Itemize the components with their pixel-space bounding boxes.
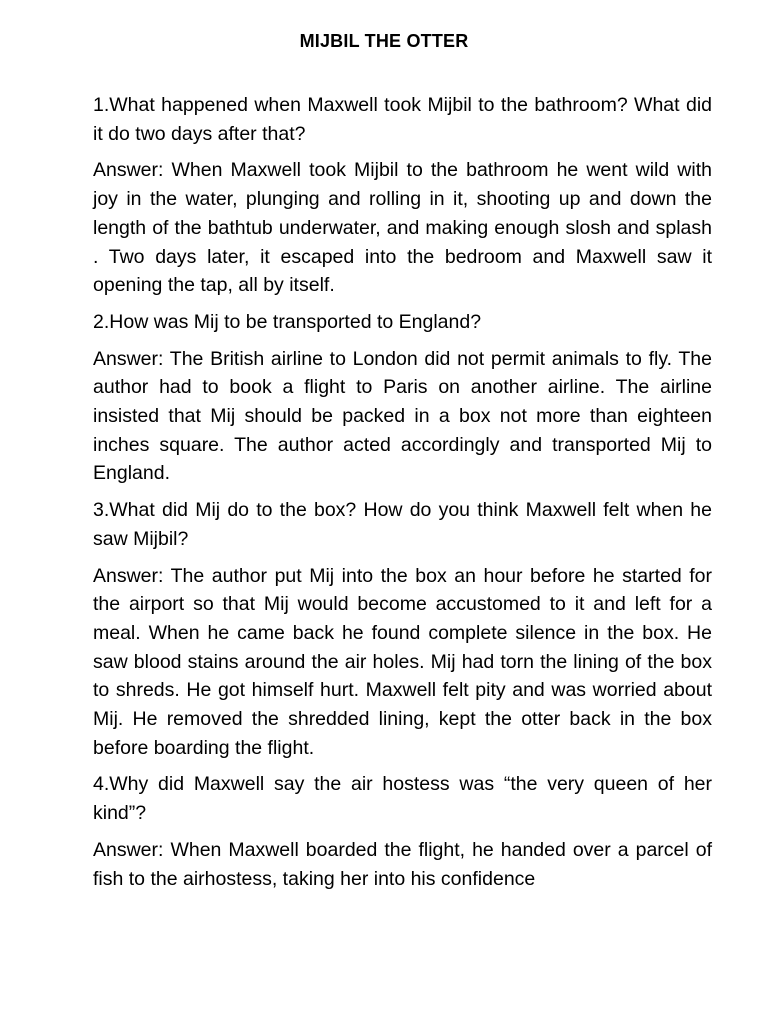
question-2: 2.How was Mij to be transported to England? [93, 310, 482, 333]
answer-3: Answer: The author put Mij into the box an hour before he started for the airport so that Mij would become accustomed to it and left for a meal. When he came back he found complete silence in the box. He saw blood stains around the air holes. Mij had torn the lining of the box to shreds. He got himself hurt. Maxwell felt pity and was worried about Mij. He removed the shredded lining, kept the otter back in the box before boarding the flight. [93, 564, 712, 759]
question-4: 4.Why did Maxwell say the air hostess was “the very queen of her kind”? [93, 773, 712, 825]
answer-4: Answer: When Maxwell boarded the flight, he handed over a parcel of fish to the airhostess, taking her into his confidence [93, 838, 712, 890]
document-title: MIJBIL THE OTTER [299, 31, 469, 51]
answer-1: Answer: When Maxwell took Mijbil to the bathroom he went wild with joy in the water, plunging and rolling in it, shooting up and down the length of the bathtub underwater, and making enough slosh and splash . Two days later, it escaped into the bedroom and Maxwell saw it opening the tap, all by itself. [93, 159, 712, 297]
document-body [93, 91, 712, 901]
question-1: 1.What happened when Maxwell took Mijbil to the bathroom? What did it do two days after that? [93, 94, 712, 145]
question-3: 3.What did Mij do to the box? How do you think Maxwell felt when he saw Mijbil? [93, 499, 712, 550]
answer-2: Answer: The British airline to London did not permit animals to fly. The author had to book a flight to Paris on another airline. The airline insisted that Mij should be packed in a box not more than eighteen inches square. The author acted accordingly and transported Mij to England. [93, 347, 712, 485]
